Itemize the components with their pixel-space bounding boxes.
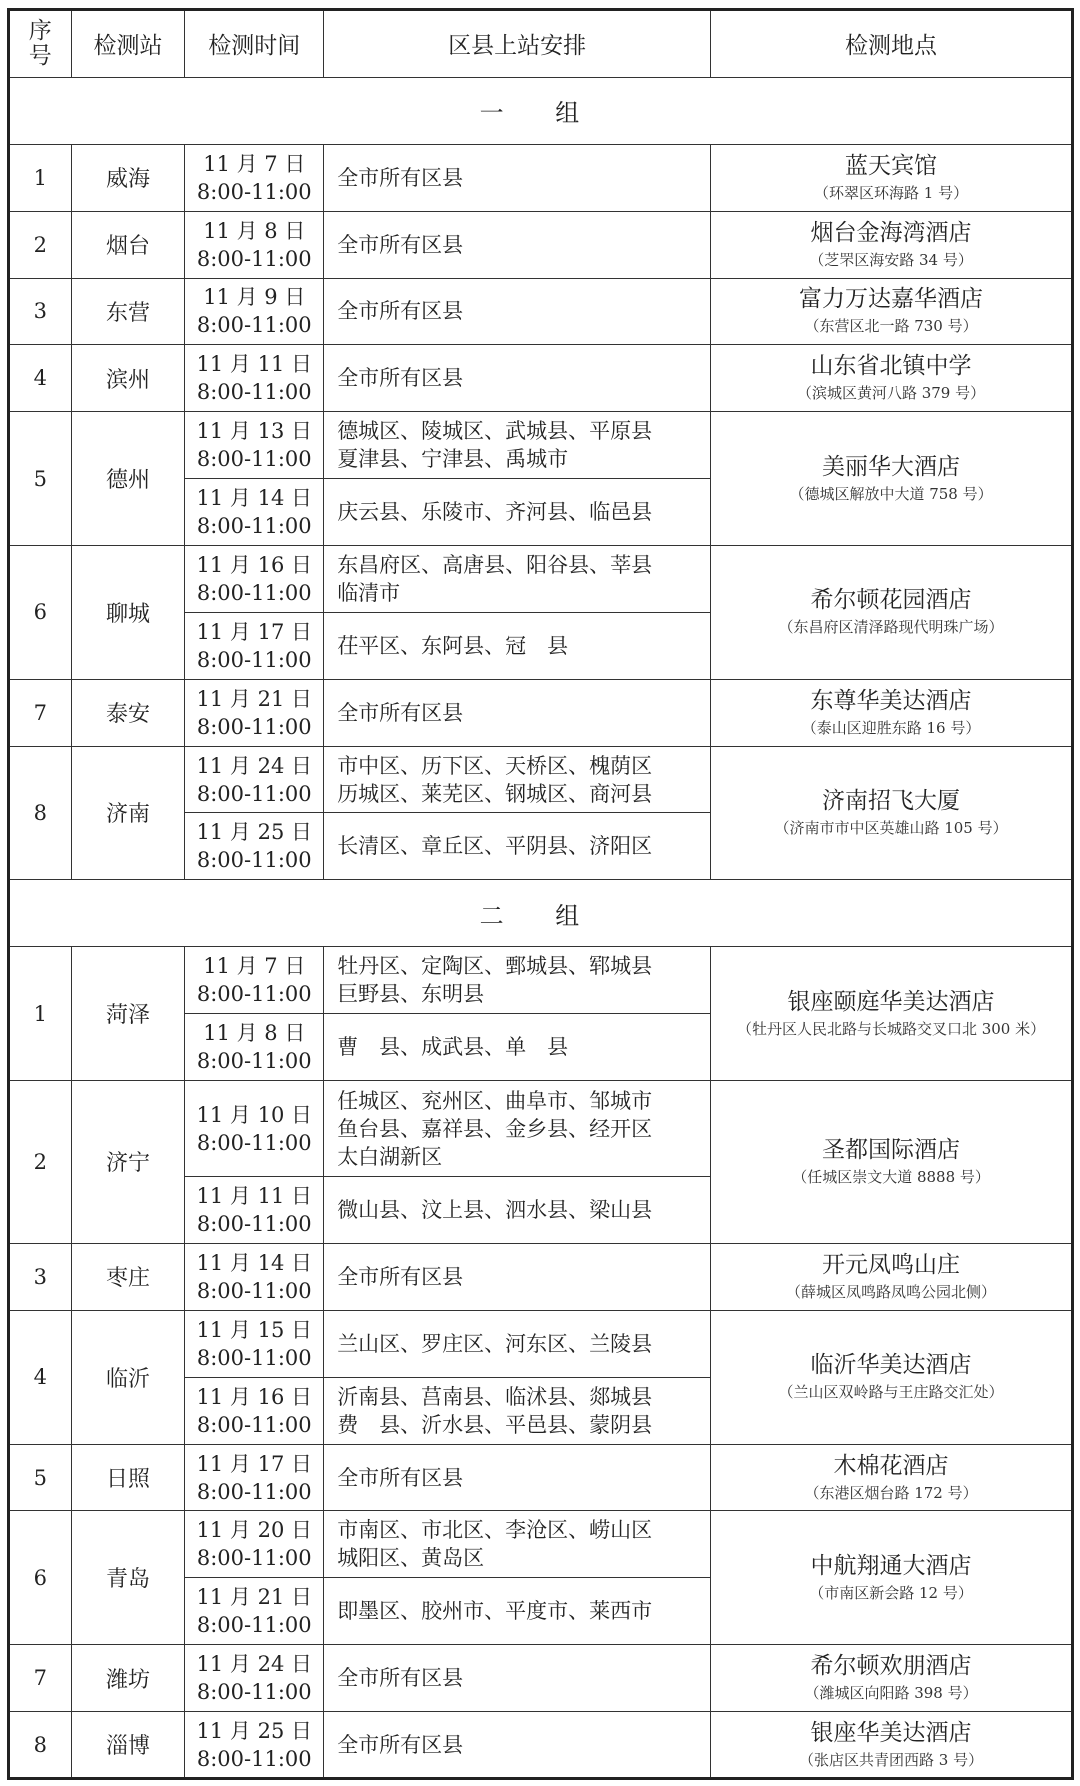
station-seq: 2 (9, 211, 72, 278)
district-line: 茌平区、东阿县、冠 县 (337, 633, 569, 658)
station-name: 德州 (71, 412, 185, 546)
location-name: 东尊华美达酒店 (810, 687, 972, 714)
slot-hours: 8:00-11:00 (196, 179, 312, 204)
location-name: 希尔顿欢朋酒店 (810, 1653, 972, 1680)
station-seq: 6 (9, 546, 72, 680)
location-address: （泰山区迎胜东路 16 号） (801, 718, 981, 737)
time-cell (185, 412, 324, 479)
slot-date: 11 月 14 日 (196, 486, 313, 511)
station-name: 东营 (71, 278, 185, 345)
district-line: 全市所有区县 (337, 165, 464, 190)
header-seq-char-2: 号 (28, 42, 52, 69)
location-address: （张店区共青团西路 3 号） (799, 1750, 984, 1769)
slot-hours: 8:00-11:00 (196, 313, 312, 338)
district-line: 沂南县、莒南县、临沭县、郯城县 (337, 1384, 653, 1409)
district-line: 即墨区、胶州市、平度市、莱西市 (337, 1599, 653, 1624)
station-seq: 3 (9, 1244, 72, 1311)
location-cell (711, 947, 1073, 1081)
districts-cell (324, 746, 711, 813)
location-cell (711, 278, 1073, 345)
time-cell (185, 1014, 324, 1081)
slot-date: 11 月 7 日 (203, 954, 306, 979)
location-name: 银座颐庭华美达酒店 (787, 988, 995, 1015)
station-name: 青岛 (71, 1511, 185, 1645)
station-name: 聊城 (71, 546, 185, 680)
station-seq: 7 (9, 1645, 72, 1712)
slot-date: 11 月 17 日 (196, 619, 313, 644)
group-title: 一 组 (9, 77, 1073, 144)
station-seq: 1 (9, 144, 72, 211)
district-line: 德城区、陵城区、武城县、平原县 (337, 419, 653, 444)
district-line: 牡丹区、定陶区、鄄城县、郓城县 (337, 954, 653, 979)
location-cell (711, 1244, 1073, 1311)
district-line: 兰山区、罗庄区、河东区、兰陵县 (337, 1331, 653, 1356)
table-row (9, 211, 1073, 278)
slot-date: 11 月 20 日 (196, 1518, 313, 1543)
district-line: 东昌府区、高唐县、阳谷县、莘县 (337, 552, 653, 577)
time-cell (185, 612, 324, 679)
slot-hours: 8:00-11:00 (196, 580, 312, 605)
slot-hours: 8:00-11:00 (196, 1546, 312, 1571)
district-line: 全市所有区县 (337, 1465, 464, 1490)
district-line: 庆云县、乐陵市、齐河县、临邑县 (337, 500, 653, 525)
slot-hours: 8:00-11:00 (196, 1278, 312, 1303)
districts-cell (324, 679, 711, 746)
header-station: 检测站 (71, 10, 185, 78)
slot-date: 11 月 10 日 (196, 1102, 313, 1127)
station-seq: 7 (9, 679, 72, 746)
location-address: （滨城区黄河八路 379 号） (796, 384, 986, 403)
slot-hours: 8:00-11:00 (196, 1746, 312, 1771)
location-cell (711, 412, 1073, 546)
district-line: 市中区、历下区、天桥区、槐荫区 (337, 753, 653, 778)
slot-hours: 8:00-11:00 (196, 781, 312, 806)
slot-date: 11 月 21 日 (196, 686, 313, 711)
slot-date: 11 月 21 日 (196, 1585, 313, 1610)
time-cell (185, 679, 324, 746)
districts-cell (324, 1310, 711, 1377)
location-address: （任城区崇文大道 8888 号） (792, 1167, 990, 1186)
time-cell (185, 1310, 324, 1377)
station-name: 淄博 (71, 1712, 185, 1779)
station-seq: 2 (9, 1080, 72, 1243)
location-name: 富力万达嘉华酒店 (799, 286, 984, 313)
slot-hours: 8:00-11:00 (196, 1613, 312, 1638)
location-address: （兰山区双岭路与王庄路交汇处） (778, 1383, 1004, 1402)
time-cell (185, 947, 324, 1014)
header-districts: 区县上站安排 (324, 10, 711, 78)
time-cell (185, 813, 324, 880)
slot-hours: 8:00-11:00 (196, 380, 312, 405)
time-cell (185, 1244, 324, 1311)
table-row (9, 1310, 1073, 1377)
location-cell (711, 679, 1073, 746)
districts-cell (324, 412, 711, 479)
station-seq: 6 (9, 1511, 72, 1645)
location-cell (711, 211, 1073, 278)
header-location: 检测地点 (711, 10, 1073, 78)
district-line: 巨野县、东明县 (337, 982, 485, 1007)
station-name: 烟台 (71, 211, 185, 278)
district-line: 全市所有区县 (337, 1666, 464, 1691)
districts-cell (324, 345, 711, 412)
header-time: 检测时间 (185, 10, 324, 78)
time-cell (185, 1511, 324, 1578)
district-line: 夏津县、宁津县、禹城市 (337, 447, 569, 472)
station-name: 菏泽 (71, 947, 185, 1081)
location-address: （东港区烟台路 172 号） (804, 1483, 978, 1502)
districts-cell (324, 1244, 711, 1311)
location-cell (711, 345, 1073, 412)
station-name: 济宁 (71, 1080, 185, 1243)
district-line: 全市所有区县 (337, 1264, 464, 1289)
location-cell (711, 1712, 1073, 1779)
slot-date: 11 月 16 日 (196, 1384, 313, 1409)
location-name: 烟台金海湾酒店 (810, 219, 972, 246)
slot-date: 11 月 16 日 (196, 552, 313, 577)
district-line: 城阳区、黄岛区 (337, 1546, 485, 1571)
location-name: 临沂华美达酒店 (810, 1352, 972, 1379)
location-name: 美丽华大酒店 (822, 453, 961, 480)
table-row (9, 1080, 1073, 1176)
table-row (9, 746, 1073, 813)
time-cell (185, 278, 324, 345)
time-cell (185, 1177, 324, 1244)
districts-cell (324, 1377, 711, 1444)
location-name: 开元凤鸣山庄 (822, 1251, 961, 1278)
location-address: （薛城区凤鸣路凤鸣公园北侧） (786, 1282, 997, 1301)
slot-hours: 8:00-11:00 (196, 1412, 312, 1437)
slot-hours: 8:00-11:00 (196, 1680, 312, 1705)
slot-hours: 8:00-11:00 (196, 1048, 312, 1073)
slot-hours: 8:00-11:00 (196, 1479, 312, 1504)
district-line: 全市所有区县 (337, 232, 464, 257)
district-line: 市南区、市北区、李沧区、崂山区 (337, 1518, 653, 1543)
table-row (9, 1444, 1073, 1511)
header-seq (9, 10, 72, 78)
station-name: 日照 (71, 1444, 185, 1511)
district-line: 全市所有区县 (337, 299, 464, 324)
table-row (9, 546, 1073, 613)
station-seq: 1 (9, 947, 72, 1081)
station-seq: 5 (9, 412, 72, 546)
location-name: 济南招飞大厦 (822, 787, 961, 814)
slot-hours: 8:00-11:00 (196, 1345, 312, 1370)
slot-date: 11 月 11 日 (196, 352, 313, 377)
slot-hours: 8:00-11:00 (196, 848, 312, 873)
slot-date: 11 月 24 日 (196, 1652, 313, 1677)
location-cell (711, 144, 1073, 211)
slot-date: 11 月 17 日 (196, 1451, 313, 1476)
districts-cell (324, 211, 711, 278)
location-address: （环翠区环海路 1 号） (814, 183, 969, 202)
district-line: 临清市 (337, 580, 401, 605)
slot-hours: 8:00-11:00 (196, 1212, 312, 1237)
location-address: （东昌府区清泽路现代明珠广场） (778, 618, 1004, 637)
slot-hours: 8:00-11:00 (196, 982, 312, 1007)
slot-hours: 8:00-11:00 (196, 647, 312, 672)
time-cell (185, 546, 324, 613)
districts-cell (324, 479, 711, 546)
districts-cell (324, 1578, 711, 1645)
time-cell (185, 1712, 324, 1779)
group-row (9, 77, 1073, 144)
districts-cell (324, 1511, 711, 1578)
district-line: 鱼台县、嘉祥县、金乡县、经开区 (337, 1116, 653, 1141)
location-address: （牡丹区人民北路与长城路交叉口北 300 米） (736, 1019, 1046, 1038)
time-cell (185, 144, 324, 211)
table-row (9, 1244, 1073, 1311)
location-name: 希尔顿花园酒店 (810, 587, 972, 614)
districts-cell (324, 947, 711, 1014)
location-cell (711, 1080, 1073, 1243)
slot-date: 11 月 8 日 (203, 218, 306, 243)
districts-cell (324, 546, 711, 613)
districts-cell (324, 612, 711, 679)
station-seq: 8 (9, 1712, 72, 1779)
location-name: 山东省北镇中学 (810, 353, 972, 380)
table-row (9, 412, 1073, 479)
schedule-body (9, 10, 1073, 1779)
time-cell (185, 746, 324, 813)
station-name: 泰安 (71, 679, 185, 746)
location-cell (711, 1310, 1073, 1444)
district-line: 费 县、沂水县、平邑县、蒙阴县 (337, 1412, 653, 1437)
table-row (9, 1645, 1073, 1712)
slot-date: 11 月 13 日 (196, 419, 313, 444)
districts-cell (324, 144, 711, 211)
district-line: 历城区、莱芜区、钢城区、商河县 (337, 781, 653, 806)
location-cell (711, 1645, 1073, 1712)
location-address: （市南区新会路 12 号） (809, 1583, 973, 1602)
location-address: （德城区解放中大道 758 号） (789, 484, 993, 503)
slot-date: 11 月 7 日 (203, 151, 306, 176)
district-line: 曹 县、成武县、单 县 (337, 1034, 569, 1059)
time-cell (185, 1578, 324, 1645)
location-name: 木棉花酒店 (833, 1452, 949, 1479)
group-row (9, 880, 1073, 947)
district-line: 太白湖新区 (337, 1144, 443, 1169)
slot-date: 11 月 25 日 (196, 1718, 313, 1743)
location-cell (711, 1511, 1073, 1645)
time-cell (185, 211, 324, 278)
station-name: 枣庄 (71, 1244, 185, 1311)
location-address: （济南市市中区英雄山路 105 号） (774, 818, 1008, 837)
location-cell (711, 546, 1073, 680)
slot-date: 11 月 24 日 (196, 753, 313, 778)
station-seq: 4 (9, 1310, 72, 1444)
station-seq: 8 (9, 746, 72, 880)
slot-date: 11 月 25 日 (196, 820, 313, 845)
station-name: 滨州 (71, 345, 185, 412)
districts-cell (324, 1645, 711, 1712)
slot-hours: 8:00-11:00 (196, 1130, 312, 1155)
districts-cell (324, 1712, 711, 1779)
slot-date: 11 月 14 日 (196, 1250, 313, 1275)
table-row (9, 1712, 1073, 1779)
table-row (9, 144, 1073, 211)
header-row (9, 10, 1073, 78)
slot-hours: 8:00-11:00 (196, 714, 312, 739)
district-line: 微山县、汶上县、泗水县、梁山县 (337, 1198, 653, 1223)
station-name: 济南 (71, 746, 185, 880)
station-name: 临沂 (71, 1310, 185, 1444)
station-name: 威海 (71, 144, 185, 211)
time-cell (185, 1444, 324, 1511)
district-line: 任城区、兖州区、曲阜市、邹城市 (337, 1088, 653, 1113)
slot-hours: 8:00-11:00 (196, 447, 312, 472)
slot-date: 11 月 8 日 (203, 1020, 306, 1045)
location-cell (711, 1444, 1073, 1511)
schedule-table (7, 8, 1074, 1780)
location-cell (711, 746, 1073, 880)
time-cell (185, 479, 324, 546)
district-line: 长清区、章丘区、平阴县、济阳区 (337, 834, 653, 859)
location-address: （潍城区向阳路 398 号） (804, 1684, 978, 1703)
station-name: 潍坊 (71, 1645, 185, 1712)
table-row (9, 345, 1073, 412)
district-line: 全市所有区县 (337, 366, 464, 391)
station-seq: 3 (9, 278, 72, 345)
districts-cell (324, 813, 711, 880)
group-title: 二 组 (9, 880, 1073, 947)
districts-cell (324, 1014, 711, 1081)
slot-date: 11 月 11 日 (196, 1184, 313, 1209)
districts-cell (324, 1177, 711, 1244)
location-name: 圣都国际酒店 (822, 1136, 961, 1163)
slot-hours: 8:00-11:00 (196, 246, 312, 271)
table-row (9, 1511, 1073, 1578)
table-row (9, 278, 1073, 345)
time-cell (185, 1377, 324, 1444)
location-address: （东营区北一路 730 号） (804, 317, 978, 336)
station-seq: 4 (9, 345, 72, 412)
time-cell (185, 1080, 324, 1176)
header-seq-char-1: 序 (28, 17, 52, 44)
slot-date: 11 月 9 日 (203, 285, 306, 310)
districts-cell (324, 1080, 711, 1176)
district-line: 全市所有区县 (337, 1732, 464, 1757)
districts-cell (324, 278, 711, 345)
time-cell (185, 345, 324, 412)
district-line: 全市所有区县 (337, 700, 464, 725)
slot-date: 11 月 15 日 (196, 1317, 313, 1342)
table-row (9, 679, 1073, 746)
location-address: （芝罘区海安路 34 号） (809, 250, 973, 269)
location-name: 银座华美达酒店 (810, 1719, 972, 1746)
time-cell (185, 1645, 324, 1712)
location-name: 中航翔通大酒店 (810, 1552, 972, 1579)
location-name: 蓝天宾馆 (845, 152, 938, 179)
districts-cell (324, 1444, 711, 1511)
slot-hours: 8:00-11:00 (196, 514, 312, 539)
station-seq: 5 (9, 1444, 72, 1511)
table-row (9, 947, 1073, 1014)
